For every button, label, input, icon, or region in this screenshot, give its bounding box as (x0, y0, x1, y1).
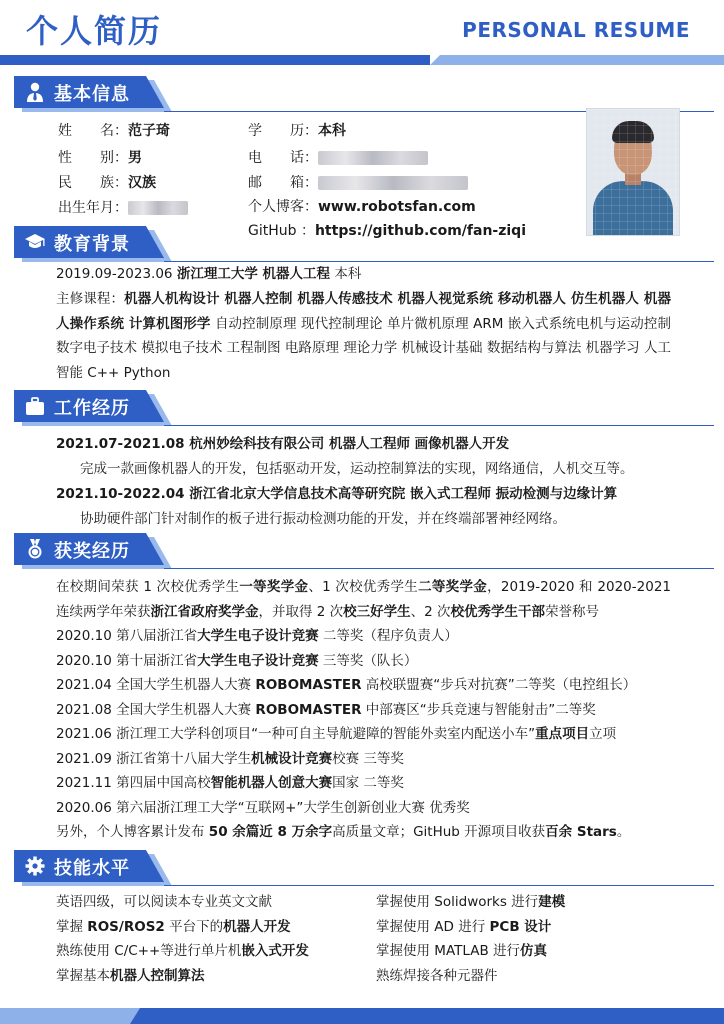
text-run: 熟练焊接各种元器件 (376, 967, 498, 984)
skill-item (376, 939, 696, 964)
field-label: 邮 箱： (248, 175, 318, 191)
header-bar-light (430, 55, 724, 65)
text-run: 掌握使用 Solidworks 进行 (376, 894, 539, 910)
work-item-desc: 完成一款画像机器人的开发，包括驱动开发，运动控制算法的实现，网络通信，人机交互等。 (80, 461, 634, 477)
text-run: 另外，个人博客累计发布 (56, 824, 209, 840)
section-title: 工作经历 (54, 398, 130, 419)
blog-link[interactable]: www.robotsfan.com (318, 199, 476, 215)
field-label: 出生年月： (58, 200, 128, 216)
text-run: 2021.09 浙江省第十八届大学生 (56, 750, 252, 767)
text-run: 2021.08 全国大学生机器人大赛 (56, 701, 256, 718)
award-item (56, 624, 696, 649)
award-item (56, 747, 696, 772)
highlight-text: 校优秀学生干部 (450, 603, 546, 620)
highlight-text: 二等奖学金 (418, 579, 488, 595)
resume-title-cn: 个人简历 (26, 12, 163, 50)
name-value: 范子琦 (128, 123, 170, 139)
text-run: 2021.11 第四届中国高校 (56, 775, 211, 791)
text-run: 2020.10 第八届浙江省 (56, 628, 198, 644)
info-degree-row (248, 120, 346, 140)
highlight-text: ROS/ROS2 (87, 918, 165, 935)
degree-value: 本科 (318, 123, 346, 139)
section-title: 教育背景 (54, 234, 130, 255)
redacted-phone (318, 151, 428, 165)
awards-list (56, 624, 696, 845)
text-run: 、2 次 (410, 603, 451, 620)
award-item (56, 649, 696, 674)
text-run: ，并取得 2 次 (258, 603, 344, 620)
github-link[interactable]: https://github.com/fan-ziqi (314, 223, 526, 239)
text-run: 掌握使用 AD 进行 (376, 918, 490, 935)
award-item (56, 722, 696, 747)
header-bar (0, 55, 430, 65)
section-header-skills (14, 850, 714, 882)
award-item (56, 673, 696, 698)
section-header-awards (14, 533, 714, 565)
resume-title-en: PERSONAL RESUME (462, 18, 690, 42)
skills-right-column (376, 890, 696, 988)
graduation-cap-icon (24, 231, 46, 253)
field-label: 学 历： (248, 123, 318, 139)
profile-photo (586, 108, 680, 236)
text-run: 立项 (589, 726, 617, 742)
courses-label: 主修课程： (56, 291, 125, 307)
work-item-title: 2021.10-2022.04 浙江省北京大学信息技术高等研究院 嵌入式工程师 振动检测与边缘计算 (56, 486, 618, 502)
awards-intro (56, 575, 671, 624)
section-header-education (14, 226, 714, 258)
skill-item (376, 964, 696, 989)
gear-icon (24, 855, 46, 877)
highlight-text: ROBOMASTER (255, 677, 362, 693)
info-email-row (248, 172, 468, 192)
highlight-text: 浙江省政府奖学金 (150, 603, 259, 620)
skill-item (56, 890, 366, 915)
text-run: 2021.06 浙江理工大学科创项目“一种可自主导航避障的智能外卖室内配送小车” (56, 726, 536, 742)
text-run: 、1 次校优秀学生 (308, 579, 419, 595)
highlight-text: 机器人开发 (223, 918, 291, 935)
highlight-text: 机械设计竞赛 (251, 750, 333, 767)
info-birth-row (58, 197, 188, 217)
award-item (56, 771, 696, 796)
skill-item (56, 939, 366, 964)
skill-item (56, 964, 366, 989)
text-run: ，2019-2020 和 2020-2021 连续两学年荣获 (56, 579, 671, 620)
text-run: 。 (616, 824, 631, 840)
highlight-text: 一等奖学金 (239, 579, 309, 595)
text-run: 高校联盟赛“步兵对抗赛”二等奖（电控组长） (361, 677, 637, 693)
skill-item (376, 915, 696, 940)
info-phone-row (248, 147, 428, 167)
redacted-birth (128, 201, 188, 215)
highlight-text: 机器人控制算法 (110, 967, 205, 984)
work-item-title: 2021.07-2021.08 杭州妙绘科技有限公司 机器人工程师 画像机器人开发 (56, 436, 510, 452)
education-summary (56, 262, 361, 287)
text-run: 在校期间荣获 1 次校优秀学生 (56, 579, 240, 595)
ethnicity-value: 汉族 (128, 175, 156, 191)
highlight-text: 大学生电子设计竞赛 (197, 628, 319, 644)
courses-other: 自动控制原理 现代控制理论 单片微机原理 ARM 嵌入式系统电机与运动控制 数字电子技术 模拟电子技术 工程制图 电路原理 理论力学 机械设计基础 数据结构与算法 机器学习 人工智能 C++ Python (56, 315, 671, 381)
award-item (56, 820, 696, 845)
footer-bar-light (0, 1008, 140, 1024)
skills-left-column (56, 890, 366, 988)
field-label: GitHub ： (248, 223, 315, 239)
info-gender-row (58, 147, 142, 167)
highlight-text: 大学生电子设计竞赛 (197, 652, 319, 669)
field-label: 性 别： (58, 150, 128, 166)
highlight-text: 50 余篇近 8 万余字 (208, 824, 333, 840)
highlight-text: 嵌入式开发 (241, 943, 309, 959)
medal-icon (24, 538, 46, 560)
skill-item (376, 890, 696, 915)
courses-core: 机器人机构设计 机器人控制 机器人传感技术 机器人视觉系统 移动机器人 仿生机器人 机器人操作系统 计算机图形学 (56, 291, 671, 332)
highlight-text: 重点项目 (535, 726, 590, 742)
info-name-row (58, 120, 170, 140)
text-run: 平台下的 (164, 918, 224, 935)
field-label: 电 话： (248, 150, 318, 166)
skill-item (56, 915, 366, 940)
section-header-work (14, 390, 714, 422)
highlight-text: 百余 Stars (545, 824, 617, 840)
text-run: 中部赛区“步兵竞速与智能射击”二等奖 (361, 701, 596, 718)
highlight-text: PCB 设计 (489, 918, 552, 935)
text-run: 熟练使用 C/C++等进行单片机 (56, 943, 242, 959)
education-level: 本科 (334, 266, 362, 282)
info-ethnicity-row (58, 172, 156, 192)
briefcase-icon (24, 395, 46, 417)
text-run: 三等奖（队长） (318, 652, 418, 669)
highlight-text: 建模 (538, 894, 566, 910)
person-tie-icon (24, 81, 46, 103)
section-title: 获奖经历 (54, 541, 130, 562)
education-courses (56, 287, 671, 385)
education-school: 浙江理工大学 机器人工程 (176, 266, 331, 282)
section-header-basic (14, 76, 714, 108)
redacted-email (318, 176, 468, 190)
text-run: 2021.04 全国大学生机器人大赛 (56, 677, 256, 693)
highlight-text: 仿真 (520, 943, 547, 959)
text-run: 国家 二等奖 (332, 775, 404, 791)
text-run: 2020.10 第十届浙江省 (56, 652, 198, 669)
highlight-text: ROBOMASTER (255, 701, 362, 718)
text-run: 英语四级，可以阅读本专业英文文献 (56, 894, 272, 910)
text-run: 掌握使用 MATLAB 进行 (376, 943, 520, 959)
field-label: 民 族： (58, 175, 128, 191)
highlight-text: 智能机器人创意大赛 (210, 775, 333, 791)
highlight-text: 校三好学生 (343, 603, 411, 620)
text-run: 2020.06 第六届浙江理工大学“互联网+”大学生创新创业大赛 优秀奖 (56, 799, 470, 816)
education-period: 2019.09-2023.06 (56, 266, 173, 282)
award-item (56, 796, 696, 821)
text-run: 掌握 (56, 918, 88, 935)
section-title: 技能水平 (54, 858, 130, 879)
work-item-desc: 协助硬件部门针对制作的板子进行振动检测功能的开发，并在终端部署神经网络。 (80, 511, 566, 527)
text-run: 掌握基本 (56, 967, 110, 984)
award-item (56, 698, 696, 723)
field-label: 个人博客： (248, 199, 318, 215)
text-run: 校赛 三等奖 (332, 750, 404, 767)
section-title: 基本信息 (54, 84, 130, 105)
text-run: 高质量文章；GitHub 开源项目收获 (332, 824, 546, 840)
text-run: 二等奖（程序负责人） (318, 628, 458, 644)
gender-value: 男 (128, 150, 142, 166)
info-blog-row (248, 196, 476, 216)
text-run: 荣誉称号 (545, 603, 600, 620)
field-label: 姓 名： (58, 123, 128, 139)
